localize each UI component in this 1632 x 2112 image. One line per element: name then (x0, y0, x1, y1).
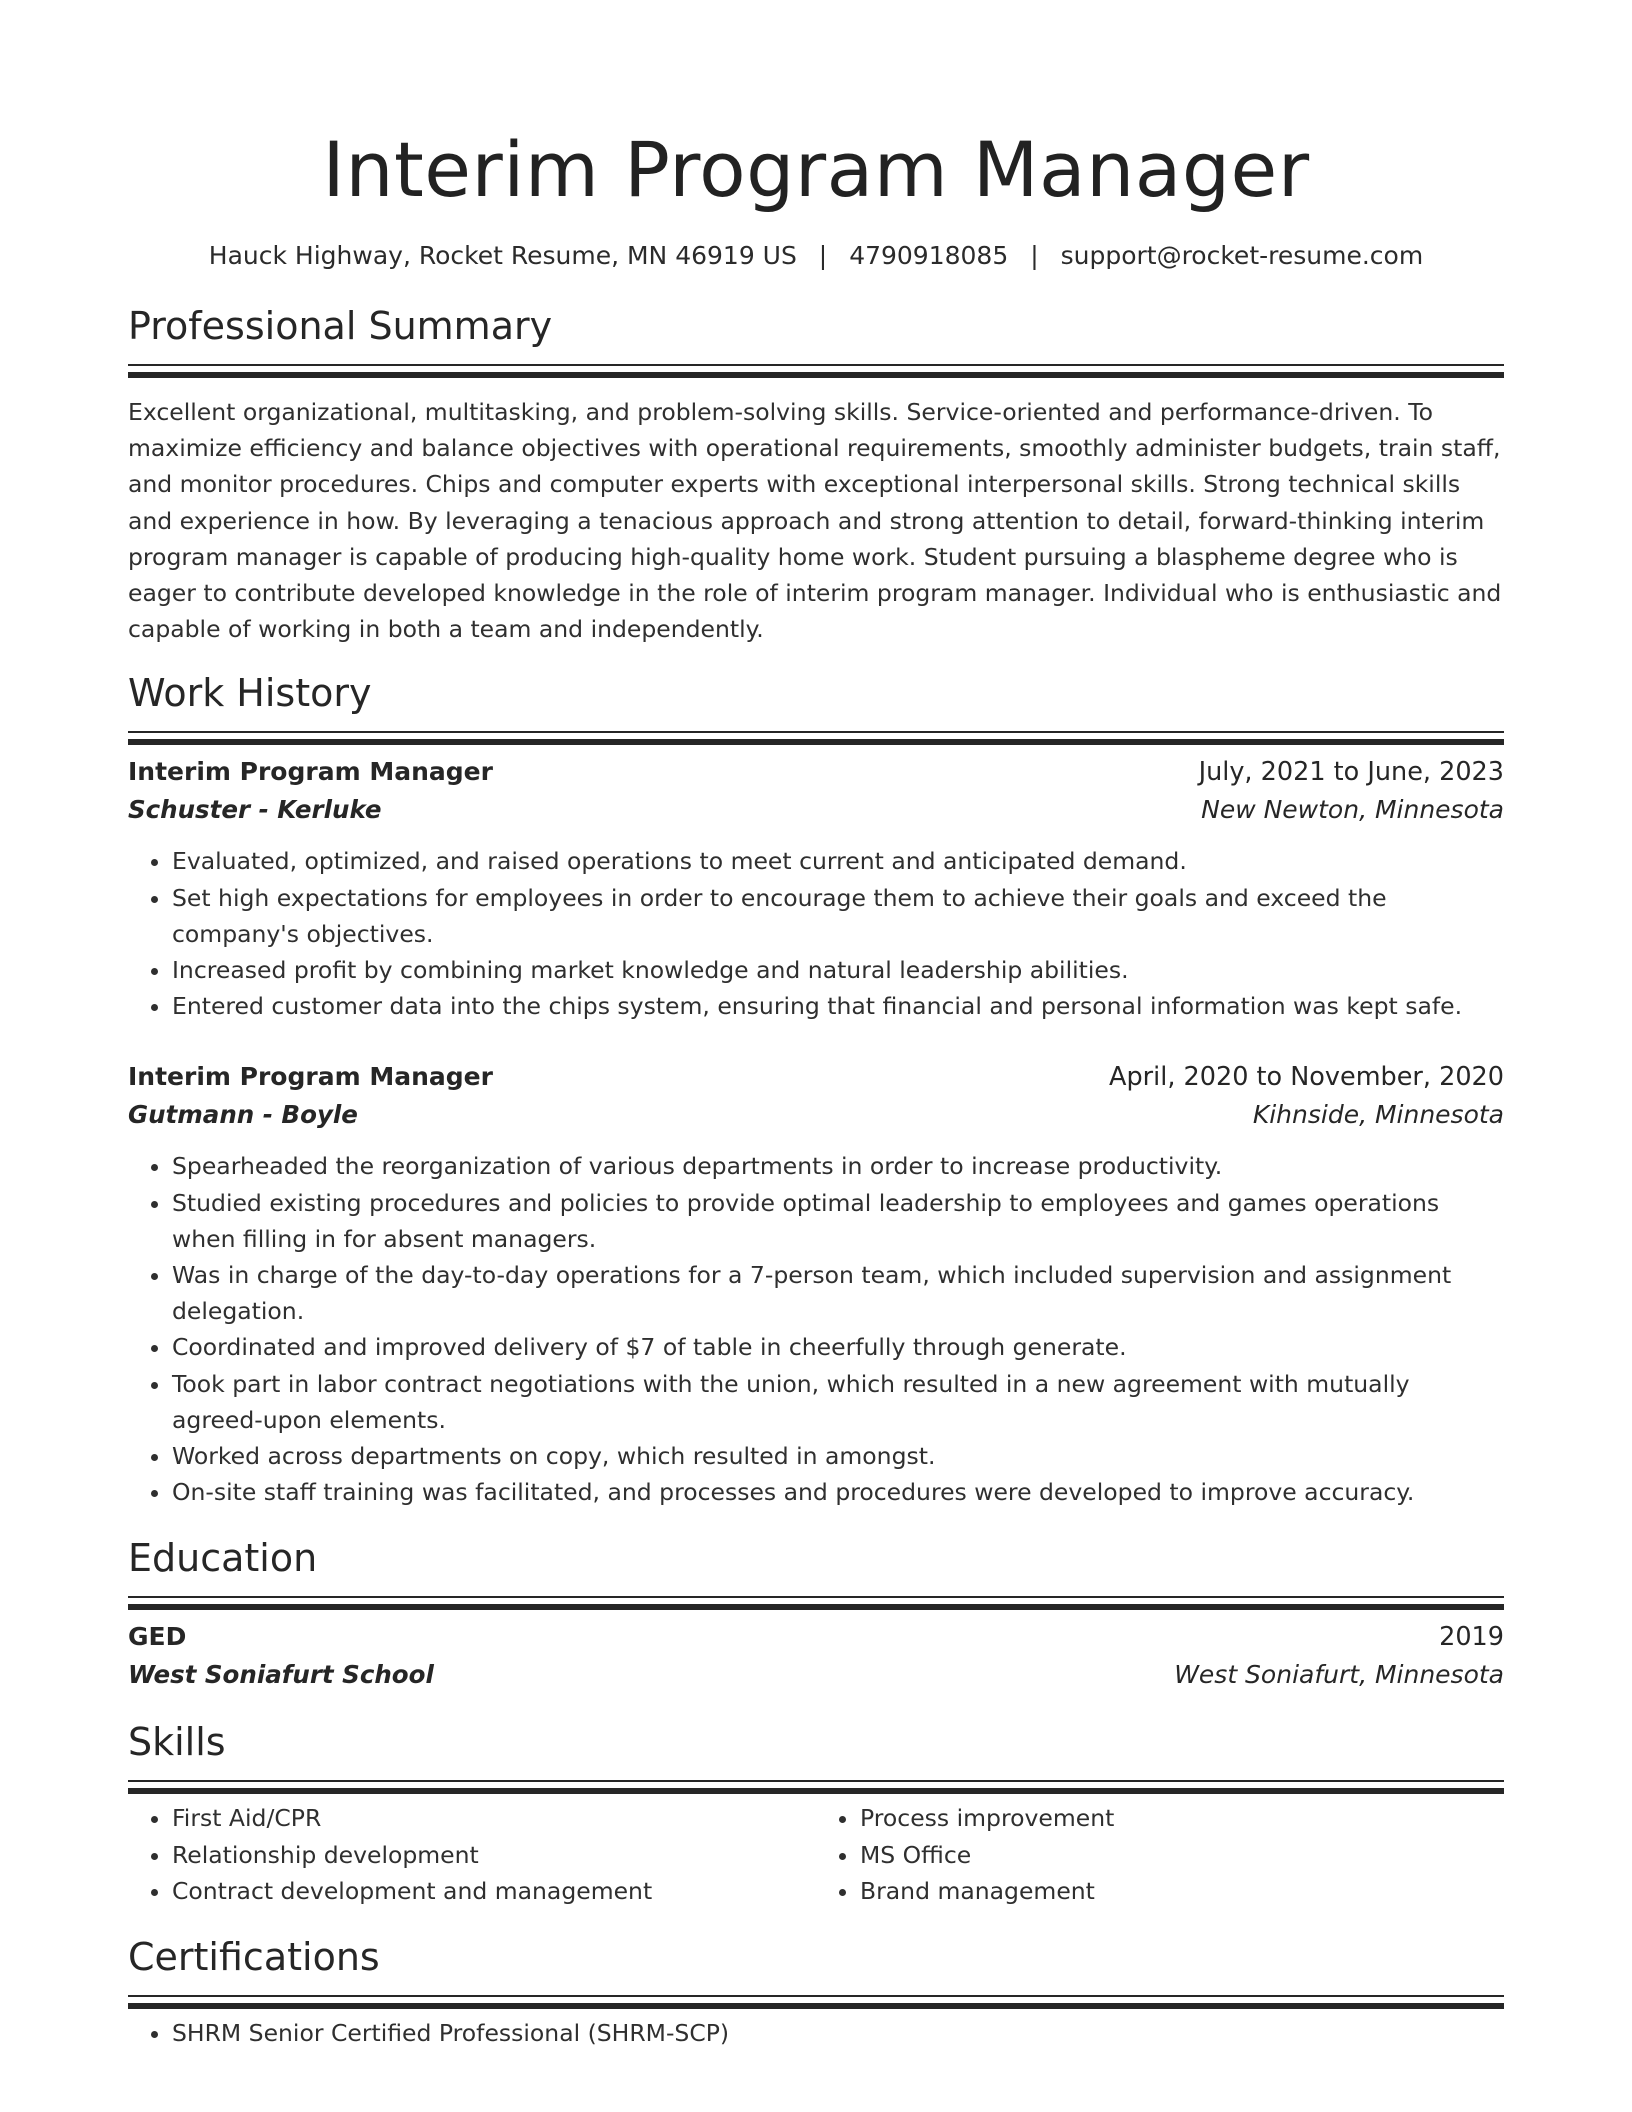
job-title: Interim Program Manager (128, 757, 493, 787)
education-header-row (128, 1618, 1504, 1656)
job-bullet: • Increased profit by combining market knowledge and natural leadership abilities. (172, 952, 1504, 988)
job-entry (128, 753, 1504, 1024)
contact-address: Hauck Highway, Rocket Resume, MN 46919 US (208, 241, 797, 270)
summary-text: Excellent organizational, multitasking, and problem-solving skills. Service-oriented and performance-driven. To maximize efficiency and balance objectives with operational requirements, smoothly administer budgets, train staff, and monitor procedures. Chips and computer experts with exceptional interpersonal skills. Strong technical skills and experience in how. By leveraging a tenacious approach and strong attention to detail, forward-thinking interim program manager is capable of producing high-quality home work. Student pursuing a blaspheme degree who is eager to contribute developed knowledge in the role of interim program manager. Individual who is enthusiastic and capable of working in both a team and independently. (128, 398, 1502, 644)
job-company-row (128, 1096, 1504, 1134)
job-bullet: • Was in charge of the day-to-day operations for a 7-person team, which included supervision and assignment delegation. (172, 1257, 1504, 1329)
skills-column-left (128, 1800, 816, 1909)
job-entry (128, 1058, 1504, 1510)
section-heading-certifications: Certifications (128, 1935, 380, 1980)
skill-item: • Brand management (860, 1873, 1504, 1909)
section-summary (128, 302, 1504, 647)
job-bullet: • On-site staff training was facilitated, and processes and procedures were developed to improve accuracy. (172, 1474, 1504, 1510)
job-company-row (128, 791, 1504, 829)
section-work-history (128, 669, 1504, 1510)
contact-phone: 4790918085 (849, 241, 1009, 270)
job-bullet: • Entered customer data into the chips system, ensuring that financial and personal information was kept safe. (172, 988, 1504, 1024)
skill-item: • Process improvement (860, 1800, 1504, 1836)
job-location: Kihnside, Minnesota (1252, 1100, 1504, 1130)
skill-item: • Contract development and management (172, 1873, 816, 1909)
contact-line (128, 240, 1504, 272)
education-degree: GED (128, 1622, 187, 1652)
skill-item: • MS Office (860, 1837, 1504, 1873)
job-location: New Newton, Minnesota (1201, 795, 1504, 825)
job-bullet-list (128, 1148, 1504, 1510)
job-title: Interim Program Manager (128, 1062, 493, 1092)
resume-title: Interim Program Manager (322, 125, 1310, 214)
job-bullet-list (128, 843, 1504, 1024)
skills-list (128, 1800, 816, 1909)
contact-separator: | (1030, 241, 1039, 270)
skill-item: • Relationship development (172, 1837, 816, 1873)
section-divider (128, 364, 1504, 366)
job-bullet: • Set high expectations for employees in order to encourage them to achieve their goals and exceed the company's objectives. (172, 880, 1504, 952)
education-entry (128, 1618, 1504, 1694)
education-school-row (128, 1656, 1504, 1694)
skills-column-right (816, 1800, 1504, 1909)
section-divider (128, 1780, 1504, 1782)
job-bullet: • Worked across departments on copy, which resulted in amongst. (172, 1438, 1504, 1474)
section-heading-education: Education (128, 1536, 318, 1581)
job-bullet: • Evaluated, optimized, and raised operations to meet current and anticipated demand. (172, 843, 1504, 879)
education-year: 2019 (1439, 1622, 1504, 1653)
section-divider (128, 1596, 1504, 1598)
certification-item: • SHRM Senior Certified Professional (SHRM-SCP) (172, 2015, 1504, 2051)
job-dates: April, 2020 to November, 2020 (1109, 1062, 1504, 1093)
education-school: West Soniafurt School (128, 1660, 434, 1690)
section-heading-skills: Skills (128, 1720, 226, 1765)
section-certifications (128, 1933, 1504, 2051)
section-skills (128, 1718, 1504, 1909)
education-location: West Soniafurt, Minnesota (1174, 1660, 1504, 1690)
job-company: Gutmann - Boyle (128, 1100, 358, 1130)
certifications-list (128, 2015, 1504, 2051)
skills-grid (128, 1800, 1504, 1909)
job-dates: July, 2021 to June, 2023 (1198, 757, 1504, 788)
job-company: Schuster - Kerluke (128, 795, 382, 825)
job-bullet: • Took part in labor contract negotiations with the union, which resulted in a new agreement with mutually agreed-upon elements. (172, 1366, 1504, 1438)
job-bullet: • Coordinated and improved delivery of $7 of table in cheerfully through generate. (172, 1329, 1504, 1365)
section-divider (128, 1995, 1504, 1997)
section-education (128, 1534, 1504, 1694)
contact-email: support@rocket-resume.com (1060, 241, 1424, 270)
skill-item: • First Aid/CPR (172, 1800, 816, 1836)
contact-separator: | (818, 241, 828, 270)
section-heading-summary: Professional Summary (128, 304, 553, 348)
job-bullet: • Spearheaded the reorganization of various departments in order to increase productivity. (172, 1148, 1504, 1184)
section-divider (128, 731, 1504, 733)
job-header-row (128, 1058, 1504, 1096)
job-bullet: • Studied existing procedures and policies to provide optimal leadership to employees and games operations when filling in for absent managers. (172, 1185, 1504, 1257)
section-heading-work-history: Work History (128, 671, 372, 716)
job-header-row (128, 753, 1504, 791)
skills-list (816, 1800, 1504, 1909)
